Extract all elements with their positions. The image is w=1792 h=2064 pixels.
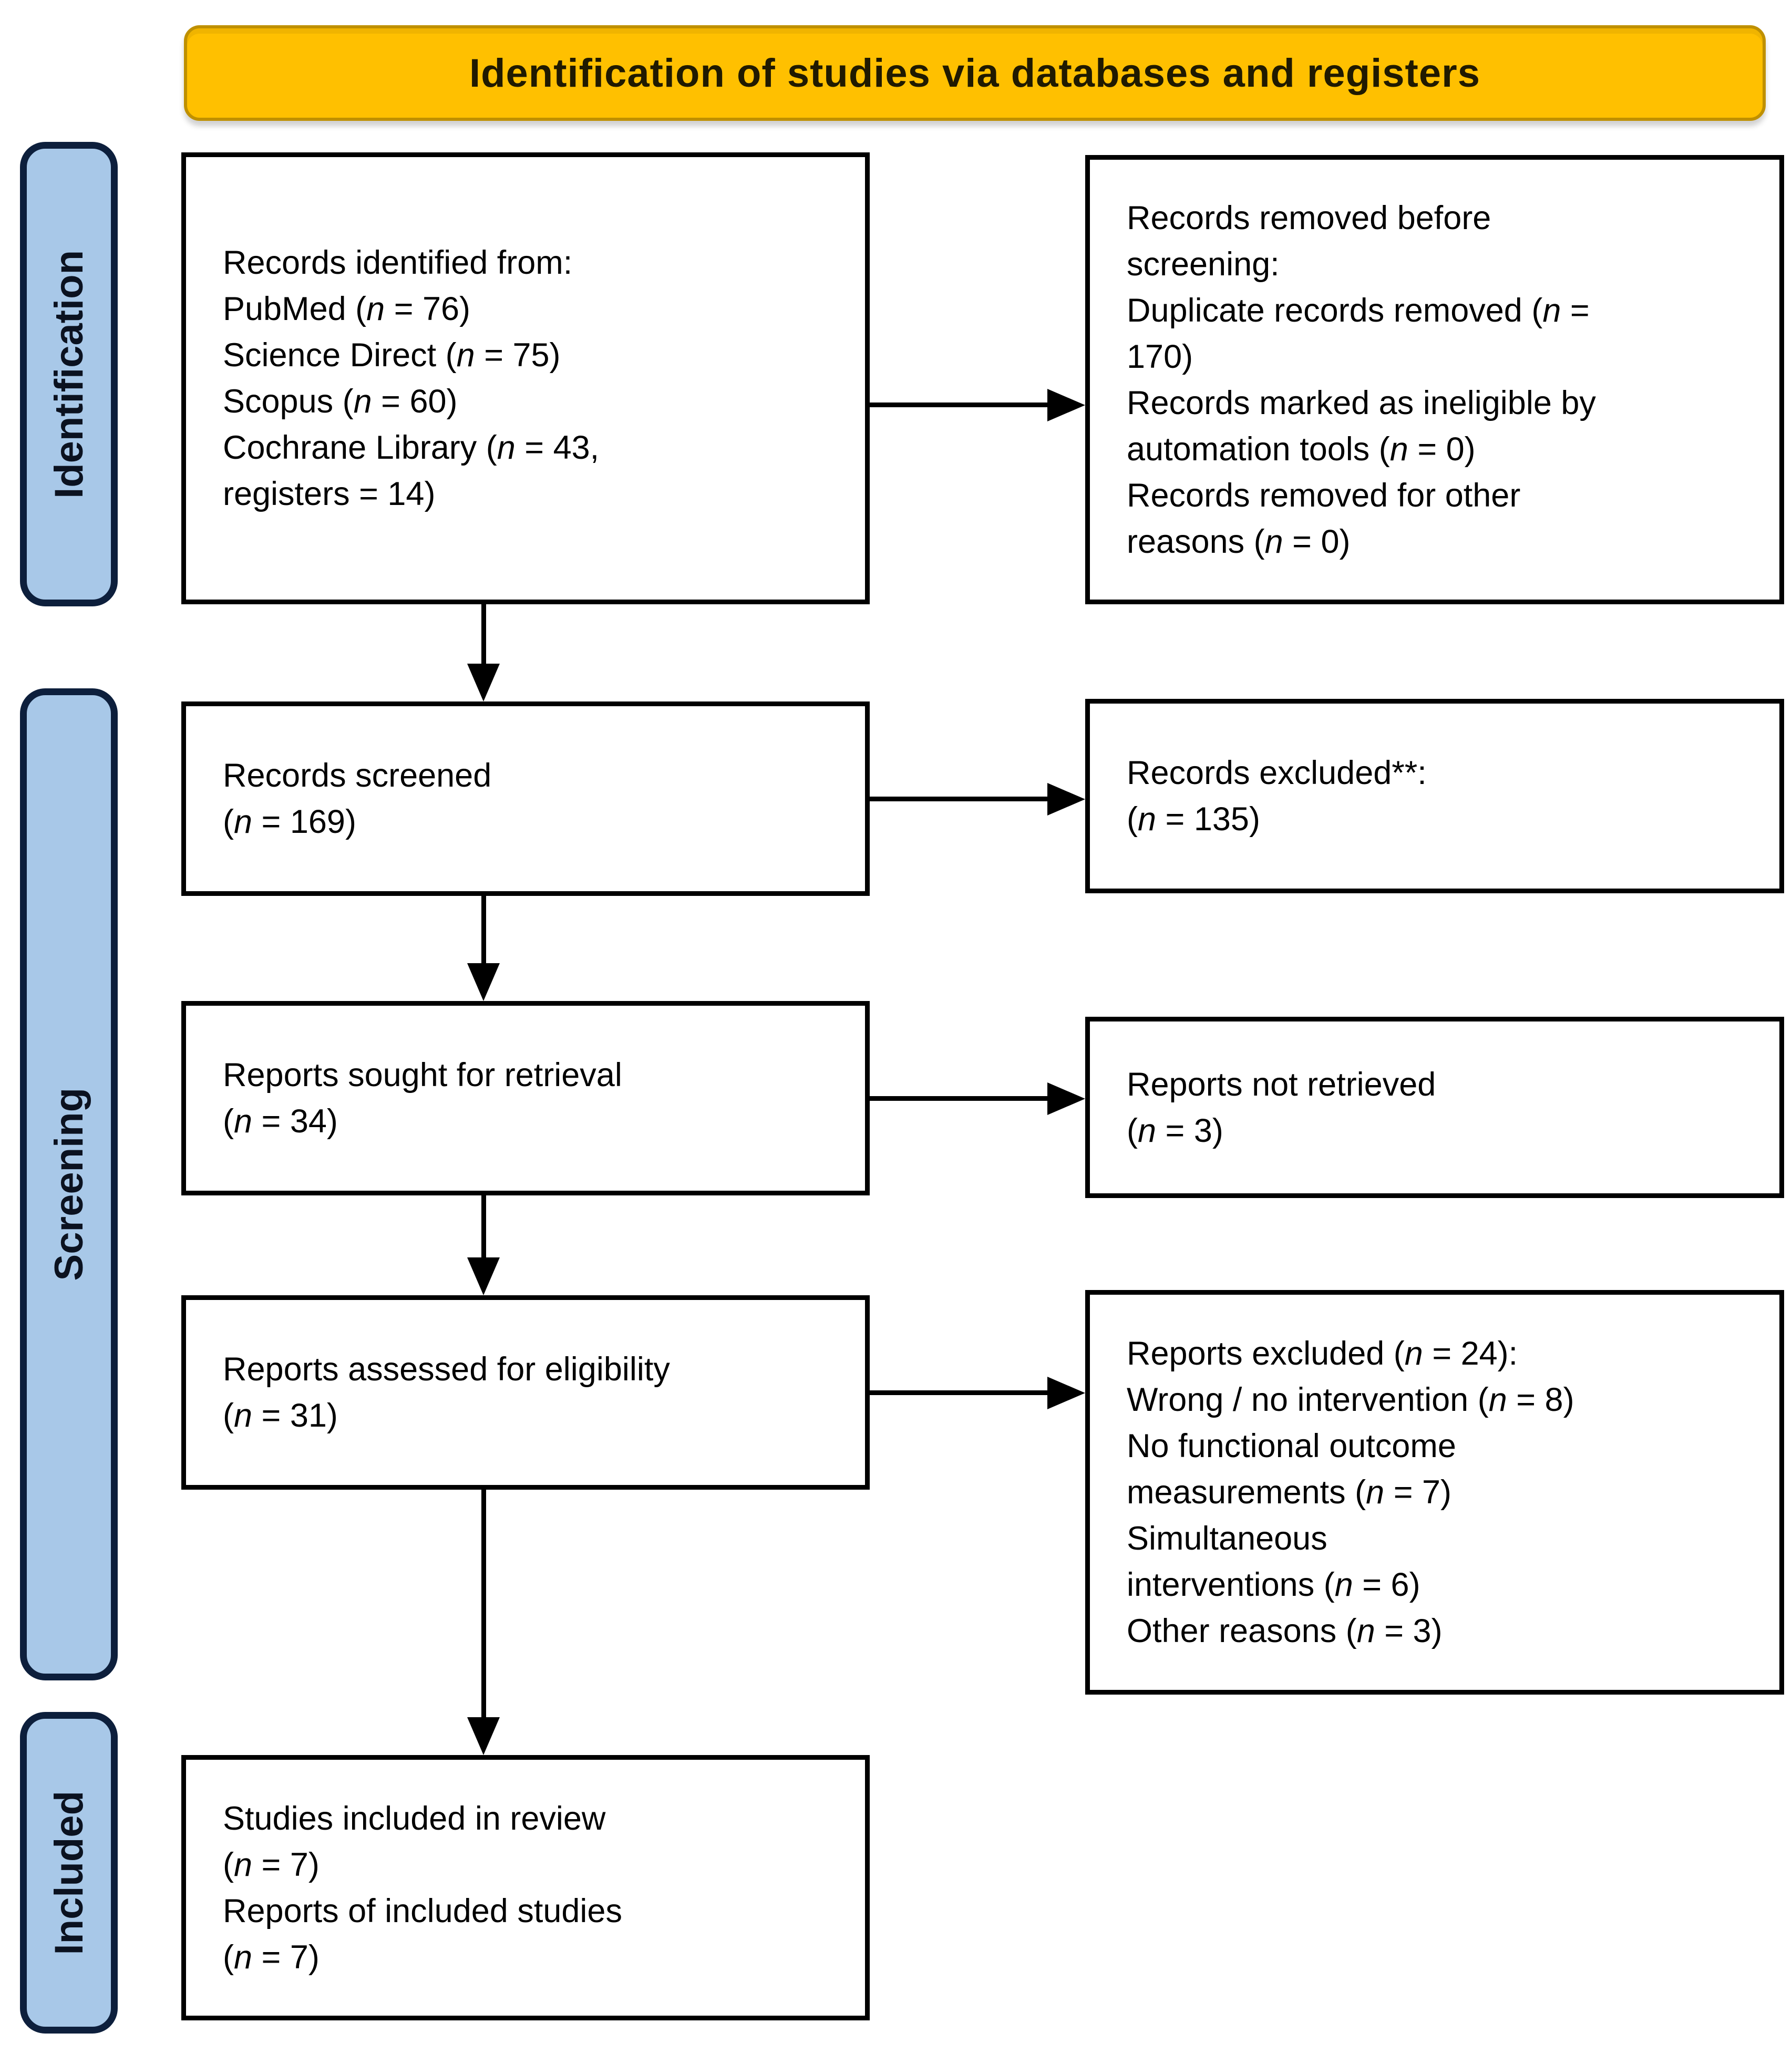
box-studies-included-text: Studies included in review (n = 7) Reports of included studies (n = 7) xyxy=(223,1800,622,1976)
box-reports-assessed-text: Reports assessed for eligibility (n = 31) xyxy=(223,1351,670,1434)
right-arrow-4-line xyxy=(869,1390,1050,1395)
right-arrow-3-head-icon xyxy=(1047,1082,1085,1115)
box-reports-excluded-text: Reports excluded (n = 24): Wrong / no intervention (n = 8) No functional outcome measurements (n = 7) Simultaneous interventions (n = 6) Other reasons (n = 3) xyxy=(1127,1335,1574,1649)
stage-label-screening xyxy=(20,688,118,1680)
box-records-excluded xyxy=(1085,699,1784,893)
down-arrow-4-head-icon xyxy=(467,1717,500,1755)
box-reports-not-retrieved-text: Reports not retrieved (n = 3) xyxy=(1127,1066,1436,1149)
box-records-excluded-text: Records excluded**: (n = 135) xyxy=(1127,755,1427,838)
stage-label-included xyxy=(20,1712,118,2034)
down-arrow-2-head-icon xyxy=(467,963,500,1001)
box-records-identified xyxy=(181,152,870,604)
box-records-removed xyxy=(1085,155,1784,604)
box-records-identified-text: Records identified from: PubMed (n = 76) Science Direct (n = 75) Scopus (n = 60) Cochrane Library (n = 43, registers = 14) xyxy=(223,244,600,512)
right-arrow-1-head-icon xyxy=(1047,389,1085,421)
box-reports-excluded xyxy=(1085,1290,1784,1695)
down-arrow-3-line xyxy=(481,1194,486,1260)
down-arrow-3-head-icon xyxy=(467,1257,500,1295)
box-records-removed-text: Records removed before screening: Duplicate records removed (n = 170) Records marked as ineligible by automation tools (n = 0) Records removed for other reasons (n = 0) xyxy=(1127,199,1596,560)
right-arrow-1-line xyxy=(869,403,1050,407)
down-arrow-1-head-icon xyxy=(467,664,500,701)
down-arrow-4-line xyxy=(481,1489,486,1720)
box-reports-not-retrieved xyxy=(1085,1017,1784,1198)
down-arrow-1-line xyxy=(481,603,486,666)
box-records-screened xyxy=(181,701,870,896)
header-banner xyxy=(184,25,1766,121)
box-studies-included xyxy=(181,1755,870,2020)
stage-label-identification-text: Identification xyxy=(46,250,91,499)
right-arrow-2-head-icon xyxy=(1047,783,1085,816)
stage-label-included-text: Included xyxy=(46,1790,91,1955)
box-reports-assessed xyxy=(181,1295,870,1490)
right-arrow-4-head-icon xyxy=(1047,1377,1085,1409)
box-reports-sought-text: Reports sought for retrieval (n = 34) xyxy=(223,1057,622,1140)
right-arrow-2-line xyxy=(869,797,1050,801)
right-arrow-3-line xyxy=(869,1096,1050,1101)
box-records-screened-text: Records screened (n = 169) xyxy=(223,757,492,840)
header-title: Identification of studies via databases and registers xyxy=(469,50,1480,96)
box-reports-sought xyxy=(181,1001,870,1195)
stage-label-identification xyxy=(20,142,118,606)
stage-label-screening-text: Screening xyxy=(46,1088,91,1281)
down-arrow-2-line xyxy=(481,895,486,966)
